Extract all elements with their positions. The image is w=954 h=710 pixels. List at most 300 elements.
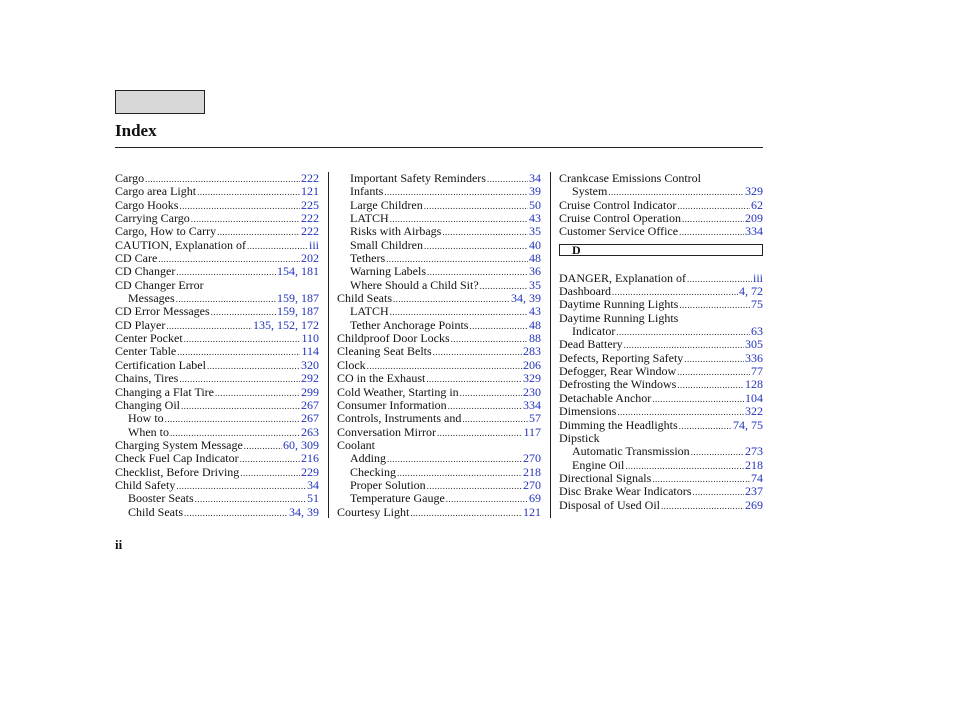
entry-label: Chains, Tires (115, 372, 179, 386)
dot-leader (170, 427, 300, 439)
entry-label: Charging System Message (115, 438, 243, 452)
dot-leader (191, 213, 300, 225)
entry-label: Important Safety Reminders (350, 172, 486, 185)
page-reference-link[interactable]: 135, 152, 172 (253, 318, 319, 332)
dot-leader (652, 393, 744, 405)
index-entry (115, 185, 319, 198)
index-entry (115, 252, 319, 265)
index-entry (337, 172, 541, 185)
index-entry (559, 499, 763, 512)
dot-leader (687, 273, 752, 285)
entry-label: Checklist, Before Driving (115, 465, 240, 479)
dot-leader (165, 413, 300, 425)
dot-leader (692, 486, 744, 498)
entry-label: CAUTION, Explanation of (115, 238, 246, 252)
page-reference-link[interactable]: 63 (751, 325, 763, 339)
page-reference-link[interactable]: 270 (523, 452, 541, 466)
index-entry (337, 399, 541, 412)
page-reference-link[interactable]: iii (752, 271, 763, 285)
page-reference-link[interactable]: 35 (529, 278, 541, 292)
index-entry (337, 426, 541, 439)
entry-label: Messages (128, 292, 175, 306)
dot-leader (393, 293, 510, 305)
entry-label: Tethers (350, 252, 386, 266)
entry-label: Courtesy Light (337, 505, 410, 519)
page-reference-link[interactable]: 57 (529, 412, 541, 426)
entry-label: Cargo area Light (115, 185, 197, 199)
entry-label: Customer Service Office (559, 225, 679, 239)
entry-label: When to (128, 425, 169, 439)
dot-leader (176, 266, 276, 278)
section-letter-d: D (559, 244, 763, 256)
index-entry (337, 412, 541, 425)
page-reference-link[interactable]: 270 (523, 478, 541, 492)
dot-leader (480, 280, 528, 292)
dot-leader (195, 493, 306, 505)
index-entry (337, 345, 541, 358)
page-reference-link[interactable]: 50 (529, 198, 541, 212)
page-reference-link[interactable]: 128 (745, 378, 763, 392)
entry-label: Directional Signals (559, 471, 652, 485)
index-entry (337, 386, 541, 399)
page-reference-link[interactable]: 43 (529, 305, 541, 319)
entry-label: Cargo (115, 172, 145, 185)
entry-label: Dashboard (559, 285, 611, 299)
entry-label: How to (128, 412, 164, 426)
page-reference-link[interactable]: 34, 39 (289, 505, 319, 519)
index-entry (337, 265, 541, 278)
entry-label: Risks with Airbags (350, 225, 442, 239)
dot-leader (608, 186, 744, 198)
index-entry (559, 312, 763, 325)
page-reference-link[interactable]: 104 (745, 391, 763, 405)
entry-label: Disposal of Used Oil (559, 498, 660, 512)
entry-label: Defects, Reporting Safety (559, 351, 684, 365)
page-reference-link[interactable]: 4, 72 (739, 285, 763, 299)
dot-leader (448, 400, 522, 412)
dot-leader (679, 226, 744, 238)
dot-leader (624, 339, 744, 351)
entry-label: Cruise Control Indicator (559, 198, 677, 212)
dot-leader (691, 446, 744, 458)
index-entry (559, 272, 763, 285)
entry-label: Child Seats (128, 505, 184, 519)
page-reference-link[interactable]: 202 (301, 252, 319, 266)
page-reference-link[interactable]: 35 (529, 225, 541, 239)
index-entry (115, 452, 319, 465)
index-entry (559, 199, 763, 212)
index-entry (115, 319, 319, 332)
index-entry (559, 212, 763, 225)
dot-leader (207, 360, 300, 372)
entry-label: Proper Solution (350, 478, 426, 492)
index-entry (115, 332, 319, 345)
dot-leader (240, 467, 300, 479)
dot-leader (426, 373, 522, 385)
index-entry (337, 239, 541, 252)
index-entry (559, 459, 763, 472)
page-reference-link[interactable]: 222 (301, 225, 319, 239)
index-entry (559, 285, 763, 298)
index-entry (115, 172, 319, 185)
index-entry (115, 372, 319, 385)
page-reference-link[interactable]: 267 (301, 398, 319, 412)
entry-label: Disc Brake Wear Indicators (559, 485, 692, 499)
dot-leader (684, 353, 744, 365)
page-reference-link[interactable]: 74, 75 (733, 418, 763, 432)
index-entry (115, 212, 319, 225)
index-entry (115, 279, 319, 292)
index-entry (337, 479, 541, 492)
dot-leader (410, 507, 522, 519)
entry-label: Coolant (337, 438, 375, 452)
dot-leader (240, 453, 300, 465)
entry-label: Dead Battery (559, 338, 623, 352)
page-reference-link[interactable]: 117 (523, 425, 541, 439)
page-reference-link[interactable]: 329 (523, 372, 541, 386)
index-entry (115, 359, 319, 372)
index-entry (559, 325, 763, 338)
index-entry (337, 292, 541, 305)
page-reference-link[interactable]: 305 (745, 338, 763, 352)
entry-label: Engine Oil (572, 458, 625, 472)
index-entry (115, 439, 319, 452)
page-reference-link[interactable]: 114 (301, 345, 319, 359)
entry-label: Detachable Anchor (559, 391, 652, 405)
page-reference-link[interactable]: 334 (745, 225, 763, 239)
page-reference-link[interactable]: 48 (529, 318, 541, 332)
index-entry (115, 239, 319, 252)
page-reference-link[interactable]: 218 (523, 465, 541, 479)
dot-leader (462, 413, 528, 425)
dot-leader (211, 306, 276, 318)
index-entry (337, 372, 541, 385)
page-reference-link[interactable]: 34, 39 (511, 292, 541, 306)
page-reference-link[interactable]: 62 (751, 198, 763, 212)
dot-leader (215, 387, 300, 399)
entry-label: Cruise Control Operation (559, 212, 681, 226)
page-reference-link[interactable]: 299 (301, 385, 319, 399)
dot-leader (390, 306, 528, 318)
dot-leader (446, 493, 528, 505)
page-reference-link[interactable]: 36 (529, 265, 541, 279)
page-reference-link[interactable]: 322 (745, 405, 763, 419)
dot-leader (677, 379, 744, 391)
dot-leader (427, 266, 528, 278)
page-reference-link[interactable]: 77 (751, 365, 763, 379)
entry-label: Certification Label (115, 358, 206, 372)
index-entry (337, 466, 541, 479)
dot-leader (145, 173, 300, 185)
index-entry (559, 405, 763, 418)
dot-leader (367, 360, 522, 372)
page-reference-link[interactable]: 110 (301, 332, 319, 346)
index-entry (559, 472, 763, 485)
page-reference-link[interactable]: 269 (745, 498, 763, 512)
index-entry (559, 172, 763, 185)
dot-leader (677, 366, 750, 378)
entry-label: Dimensions (559, 405, 617, 419)
entry-label: Child Safety (115, 478, 176, 492)
entry-label: Crankcase Emissions Control (559, 172, 701, 185)
index-entry (559, 352, 763, 365)
entry-label: CD Player (115, 318, 166, 332)
dot-leader (424, 240, 528, 252)
dot-leader (616, 326, 750, 338)
page-number: ii (115, 537, 123, 552)
index-entry (337, 359, 541, 372)
entries-top (559, 172, 763, 239)
index-entry (337, 305, 541, 318)
index-entry (115, 265, 319, 278)
page-reference-link[interactable]: 218 (745, 458, 763, 472)
entry-label: Child Seats (337, 292, 393, 306)
entry-label: Automatic Transmission (572, 445, 690, 459)
entry-label: Adding (350, 452, 386, 466)
page-title: Index (115, 121, 157, 140)
index-entry (559, 419, 763, 432)
index-entry (337, 439, 541, 452)
dot-leader (397, 467, 522, 479)
page-reference-link[interactable]: 60, 309 (283, 438, 319, 452)
page-reference-link[interactable]: 121 (301, 185, 319, 199)
index-column-2 (337, 172, 541, 519)
dot-leader (451, 333, 528, 345)
entry-label: Cold Weather, Starting in (337, 385, 459, 399)
column-divider (550, 172, 551, 518)
page-reference-link[interactable]: 206 (523, 358, 541, 372)
dot-leader (677, 200, 750, 212)
index-entry (337, 225, 541, 238)
page-reference-link[interactable]: 159, 187 (277, 292, 319, 306)
entry-label: CD Changer Error (115, 278, 204, 292)
dot-leader (158, 253, 300, 265)
index-entry (559, 392, 763, 405)
entry-label: Changing a Flat Tire (115, 385, 215, 399)
page-reference-link[interactable]: 237 (745, 485, 763, 499)
index-entry (559, 338, 763, 351)
entry-label: Carrying Cargo (115, 212, 190, 226)
dot-leader (179, 200, 300, 212)
dot-leader (184, 333, 301, 345)
page-reference-link[interactable]: 263 (301, 425, 319, 439)
entry-label: Temperature Gauge (350, 492, 445, 506)
page-reference-link[interactable]: 51 (307, 492, 319, 506)
index-entry (559, 225, 763, 238)
index-entry (559, 378, 763, 391)
dot-leader (652, 473, 750, 485)
index-entry (115, 466, 319, 479)
index-entry (115, 399, 319, 412)
page-reference-link[interactable]: 154, 181 (277, 265, 319, 279)
page-reference-link[interactable]: 34 (307, 478, 319, 492)
page-reference-link[interactable]: 88 (529, 332, 541, 346)
dot-leader (661, 500, 744, 512)
dot-leader (427, 480, 522, 492)
page-reference-link[interactable]: 209 (745, 212, 763, 226)
index-entry (115, 412, 319, 425)
entry-label: LATCH (350, 305, 389, 319)
page-reference-link[interactable]: 329 (745, 185, 763, 199)
index-entry (559, 185, 763, 198)
title-divider (115, 147, 763, 148)
entry-label: CD Error Messages (115, 305, 210, 319)
page-reference-link[interactable]: 43 (529, 212, 541, 226)
index-entry (337, 452, 541, 465)
page-reference-link[interactable]: 225 (301, 198, 319, 212)
page-reference-link[interactable]: 40 (529, 238, 541, 252)
page-reference-link[interactable]: 159, 187 (277, 305, 319, 319)
entry-label: Infants (350, 185, 384, 199)
page-reference-link[interactable]: 283 (523, 345, 541, 359)
index-entry (115, 479, 319, 492)
page-reference-link[interactable]: iii (308, 238, 319, 252)
dot-leader (433, 346, 522, 358)
index-entry (337, 506, 541, 519)
dot-leader (176, 480, 306, 492)
dot-leader (217, 226, 300, 238)
index-entry (115, 225, 319, 238)
dot-leader (387, 453, 522, 465)
entry-label: Booster Seats (128, 492, 194, 506)
entry-label: Cargo, How to Carry (115, 225, 217, 239)
entry-label: Dimming the Headlights (559, 418, 678, 432)
entry-label: Conversation Mirror (337, 425, 436, 439)
entry-label: Center Pocket (115, 332, 183, 346)
entry-label: Defrosting the Windows (559, 378, 677, 392)
column-divider (328, 172, 329, 518)
dot-leader (386, 253, 528, 265)
page-reference-link[interactable]: 292 (301, 372, 319, 386)
index-entry (115, 292, 319, 305)
page-reference-link[interactable]: 334 (523, 398, 541, 412)
page-reference-link[interactable]: 222 (301, 172, 319, 185)
entry-label: Defogger, Rear Window (559, 365, 677, 379)
entry-label: Large Children (350, 198, 423, 212)
entry-label: Daytime Running Lights (559, 298, 679, 312)
index-entry (337, 332, 541, 345)
page-reference-link[interactable]: 320 (301, 358, 319, 372)
entry-label: Center Table (115, 345, 177, 359)
dot-leader (487, 173, 528, 185)
page-reference-link[interactable]: 69 (529, 492, 541, 506)
index-entry (337, 212, 541, 225)
entry-label: CD Changer (115, 265, 176, 279)
dot-leader (612, 286, 738, 298)
page-reference-link[interactable]: 39 (529, 185, 541, 199)
page-reference-link[interactable]: 121 (523, 505, 541, 519)
entry-label: Controls, Instruments and (337, 412, 462, 426)
dot-leader (179, 373, 300, 385)
entry-label: Small Children (350, 238, 423, 252)
dot-leader (625, 460, 744, 472)
index-entry (559, 298, 763, 311)
entry-label: Cleaning Seat Belts (337, 345, 432, 359)
entry-label: CO in the Exhaust (337, 372, 426, 386)
dot-leader (184, 507, 288, 519)
index-entry (559, 445, 763, 458)
dot-leader (679, 420, 732, 432)
page-reference-link[interactable]: 222 (301, 212, 319, 226)
dot-leader (469, 320, 528, 332)
entry-label: Checking (350, 465, 396, 479)
index-entry (115, 506, 319, 519)
entry-label: DANGER, Explanation of (559, 271, 686, 285)
index-entry (337, 252, 541, 265)
entry-label: Clock (337, 358, 366, 372)
entry-label: Cargo Hooks (115, 198, 179, 212)
dot-leader (197, 186, 300, 198)
dot-leader (384, 186, 528, 198)
page-reference-link[interactable]: 273 (745, 445, 763, 459)
dot-leader (442, 226, 528, 238)
index-entry (115, 345, 319, 358)
dot-leader (247, 240, 308, 252)
entry-label: Childproof Door Locks (337, 332, 450, 346)
entry-label: Changing Oil (115, 398, 180, 412)
index-column-1 (115, 172, 319, 519)
page-reference-link[interactable]: 267 (301, 412, 319, 426)
index-entry (337, 279, 541, 292)
dot-leader (424, 200, 528, 212)
page-reference-link[interactable]: 229 (301, 465, 319, 479)
dot-leader (244, 440, 282, 452)
entry-label: System (572, 185, 608, 199)
dot-leader (682, 213, 744, 225)
index-entry (337, 199, 541, 212)
index-entry (115, 426, 319, 439)
index-entry (559, 432, 763, 445)
index-tab-box[interactable] (115, 90, 205, 114)
entries-bottom (559, 272, 763, 512)
entry-label: Check Fuel Cap Indicator (115, 452, 239, 466)
page-reference-link[interactable]: 75 (751, 298, 763, 312)
dot-leader (617, 406, 744, 418)
index-entry (559, 485, 763, 498)
dot-leader (166, 320, 252, 332)
entry-label: CD Care (115, 252, 158, 266)
page-reference-link[interactable]: 336 (745, 351, 763, 365)
entry-label: Warning Labels (350, 265, 427, 279)
entry-label: Where Should a Child Sit? (350, 278, 479, 292)
entry-label: Daytime Running Lights (559, 311, 679, 325)
index-entry (337, 185, 541, 198)
dot-leader (437, 427, 522, 439)
page-reference-link[interactable]: 216 (301, 452, 319, 466)
index-entry (337, 319, 541, 332)
page-reference-link[interactable]: 74 (751, 471, 763, 485)
index-entry (115, 199, 319, 212)
entry-label: LATCH (350, 212, 389, 226)
entry-label: Consumer Information (337, 398, 447, 412)
dot-leader (176, 293, 276, 305)
dot-leader (181, 400, 300, 412)
index-column-3 (559, 172, 763, 512)
index-entry (115, 386, 319, 399)
index-entry (337, 492, 541, 505)
entry-label: Tether Anchorage Points (350, 318, 469, 332)
page-reference-link[interactable]: 34 (529, 172, 541, 185)
dot-leader (460, 387, 522, 399)
entry-label: Indicator (572, 325, 616, 339)
page-reference-link[interactable]: 48 (529, 252, 541, 266)
index-entry (115, 492, 319, 505)
dot-leader (679, 299, 750, 311)
page-reference-link[interactable]: 230 (523, 385, 541, 399)
dot-leader (390, 213, 528, 225)
index-entry (115, 305, 319, 318)
entry-label: Dipstick (559, 431, 600, 445)
